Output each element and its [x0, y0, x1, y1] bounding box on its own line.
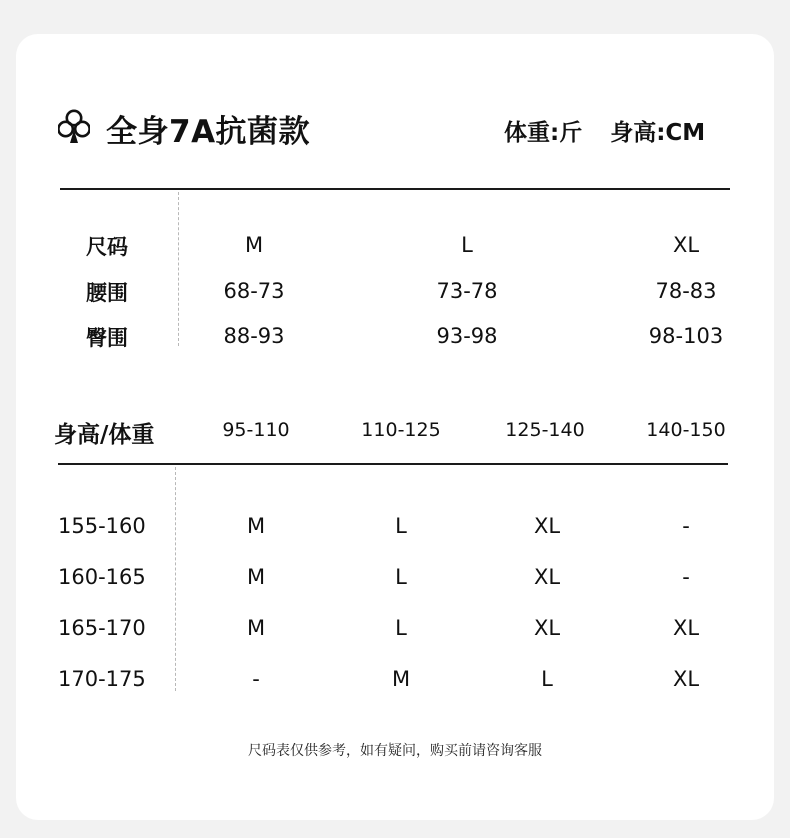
size-cell: L [461, 233, 473, 257]
recommended-size-cell: L [395, 616, 407, 640]
recommended-size-cell: M [391, 667, 411, 691]
height-range-label: 165-170 [58, 616, 146, 640]
recommended-size-cell: XL [672, 667, 700, 691]
hip-row-label: 臀围 [86, 326, 128, 350]
weight-range-header: 125-140 [505, 419, 585, 441]
waist-row-label: 腰围 [86, 281, 128, 305]
recommended-size-cell: XL [533, 565, 561, 589]
weight-range-header: 140-150 [646, 419, 726, 441]
club-icon [58, 109, 90, 145]
height-range-label: 160-165 [58, 565, 146, 589]
recommended-size-cell: L [395, 565, 407, 589]
size-table-top-rule [60, 188, 730, 190]
height-unit: 身高:CM [610, 120, 706, 146]
size-table-divider [178, 192, 179, 346]
recommended-size-cell: L [395, 514, 407, 538]
recommended-size-cell: - [252, 667, 260, 691]
product-title: 全身7A抗菌款 [106, 114, 311, 150]
recommended-size-cell: - [682, 514, 690, 538]
recommended-size-cell: - [682, 565, 690, 589]
height-range-label: 170-175 [58, 667, 146, 691]
recommended-size-cell: M [246, 616, 266, 640]
disclaimer-note: 尺码表仅供参考，如有疑问，购买前请咨询客服 [248, 743, 542, 759]
recommend-table-divider [175, 467, 176, 691]
recommended-size-cell: XL [533, 616, 561, 640]
recommended-size-cell: XL [672, 616, 700, 640]
recommend-table-top-rule [58, 463, 728, 465]
waist-cell: 78-83 [655, 279, 717, 303]
recommended-size-cell: M [246, 565, 266, 589]
size-row-label: 尺码 [86, 235, 128, 259]
hip-cell: 98-103 [648, 324, 724, 348]
size-cell: M [244, 233, 264, 257]
height-weight-corner-label: 身高/体重 [54, 422, 155, 448]
weight-unit: 体重:斤 [504, 120, 583, 146]
weight-range-header: 95-110 [222, 419, 290, 441]
weight-range-header: 110-125 [361, 419, 441, 441]
recommended-size-cell: XL [533, 514, 561, 538]
hip-cell: 93-98 [436, 324, 498, 348]
size-cell: XL [672, 233, 700, 257]
waist-cell: 68-73 [223, 279, 285, 303]
recommended-size-cell: L [541, 667, 553, 691]
hip-cell: 88-93 [223, 324, 285, 348]
waist-cell: 73-78 [436, 279, 498, 303]
units-note [504, 114, 705, 147]
recommended-size-cell: M [246, 514, 266, 538]
height-range-label: 155-160 [58, 514, 146, 538]
